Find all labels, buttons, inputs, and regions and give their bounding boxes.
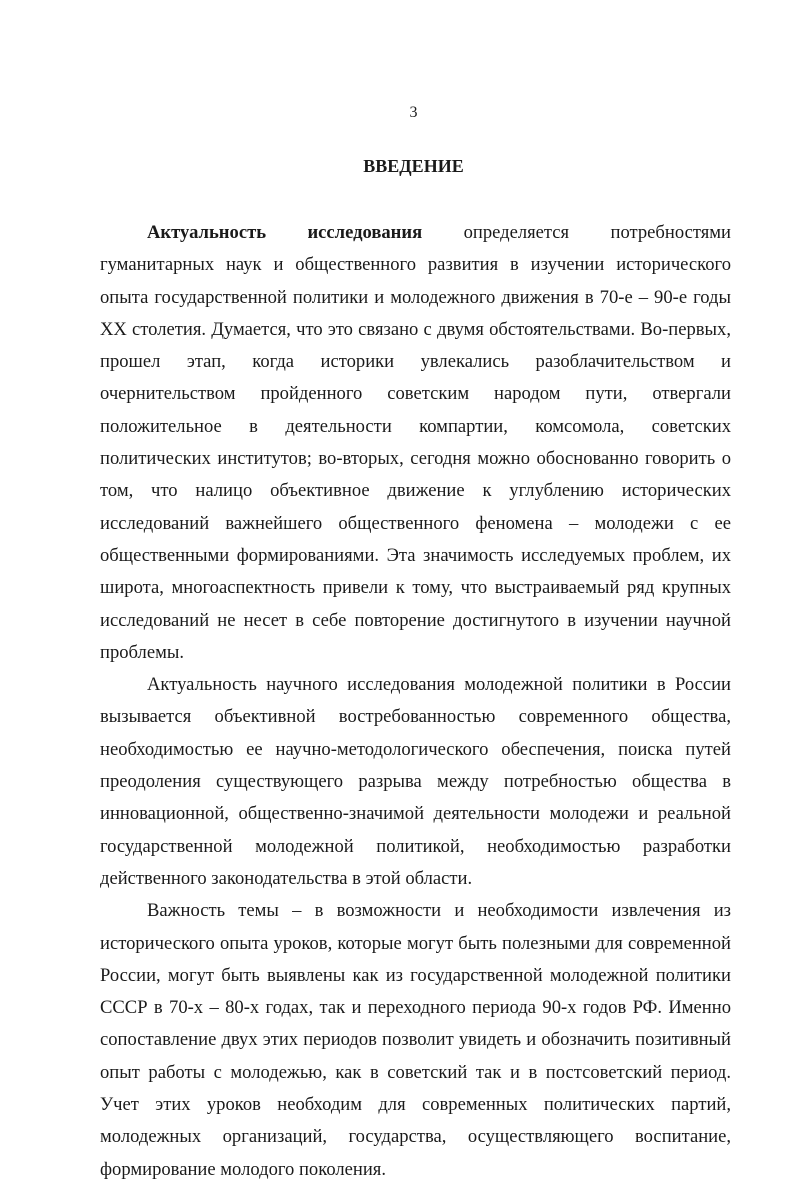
paragraph-2: Актуальность научного исследования молодежной политики в России вызывается объективной востребованностью современного общества, необходимостью ее научно-методологического обеспечения, поиска путей преодоления существующего разрыва между потребностью общества в инновационной, общественно-значимой деятельности молодежи и реальной государственной молодежной политикой, необходимостью разработки действенного законодательства в этой области.	[100, 674, 731, 889]
paragraph-3: Важность темы – в возможности и необходимости извлечения из исторического опыта уроков, которые могут быть полезными для современной России, могут быть выявлены как из государственной молодежной политики СССР в 70-х – 80-х годах, так и переходного периода 90-х годов РФ. Именно сопоставление двух этих периодов позволит увидеть и обозначить позитивный опыт работы с молодежью, как в советский так и в постсоветский период. Учет этих уроков необходим для современных политических партий, молодежных организаций, государства, осуществляющего воспитание, формирование молодого поколения.	[100, 900, 731, 1180]
page-title: ВВЕДЕНИЕ	[363, 156, 464, 176]
page-number: 3	[409, 104, 418, 121]
paragraph-1	[100, 217, 731, 669]
paragraph-lead: Актуальность исследования	[147, 222, 423, 243]
paragraph-text: определяется потребностями гуманитарных наук и общественного развития в изучении исторического опыта государственной политики и молодежного движения в 70-е – 90-е годы XX столетия. Думается, что это связано с двумя обстоятельствами. Во-первых, прошел этап, когда историки увлекались разоблачительством и очернительством пройденного советским народом пути, отвергали положительное в деятельности компартии, комсомола, советских политических институтов; во-вторых, сегодня можно обоснованно говорить о том, что налицо объективное движение к углублению исторических исследований важнейшего общественного феномена – молодежи с ее общественными формированиями. Эта значимость исследуемых проблем, их широта, многоаспектность привели к тому, что выстраиваемый ряд крупных исследований не несет в себе повторение достигнутого в изучении научной проблемы.	[100, 222, 731, 663]
body-text	[100, 217, 731, 1186]
